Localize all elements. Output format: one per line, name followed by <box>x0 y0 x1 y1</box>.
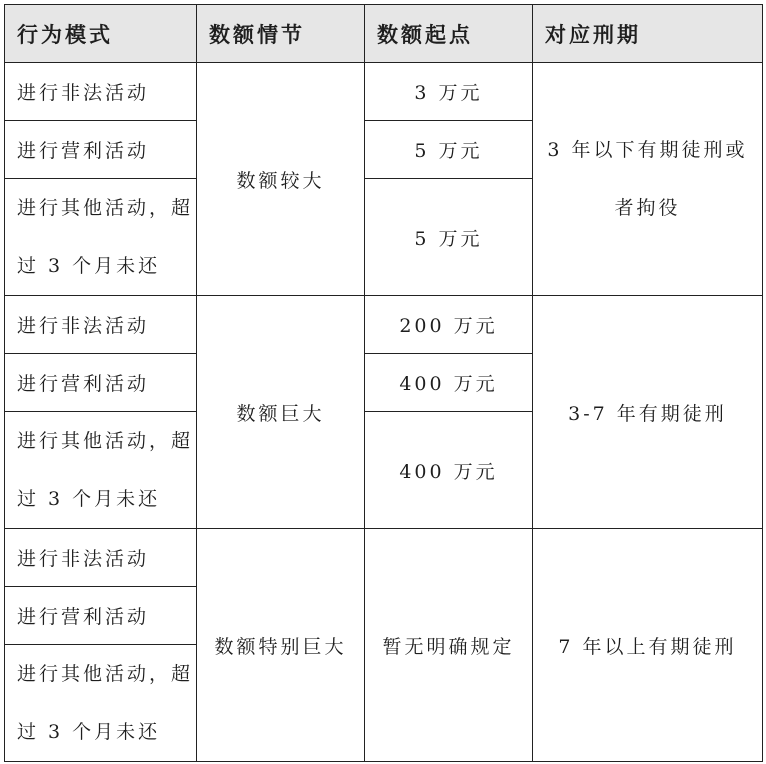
table-row <box>5 296 763 354</box>
table-row <box>5 63 763 121</box>
mode-cell: 进行营利活动 <box>5 354 197 412</box>
start-cell: 3 万元 <box>365 63 533 121</box>
start-cell: 400 万元 <box>365 354 533 412</box>
header-cell: 行为模式 <box>5 5 197 63</box>
sentencing-table <box>4 4 763 762</box>
header-cell: 数额起点 <box>365 5 533 63</box>
mode-cell: 进行非法活动 <box>5 63 197 121</box>
mode-cell: 进行其他活动，超过 3 个月未还 <box>5 645 197 762</box>
mode-cell: 进行其他活动，超过 3 个月未还 <box>5 179 197 296</box>
start-cell: 5 万元 <box>365 121 533 179</box>
term-cell: 7 年以上有期徒刑 <box>533 529 763 762</box>
mode-cell: 进行其他活动，超过 3 个月未还 <box>5 412 197 529</box>
table-row <box>5 529 763 587</box>
header-cell: 对应刑期 <box>533 5 763 63</box>
header-cell: 数额情节 <box>197 5 365 63</box>
start-cell: 200 万元 <box>365 296 533 354</box>
term-cell: 3-7 年有期徒刑 <box>533 296 763 529</box>
mode-cell: 进行营利活动 <box>5 587 197 645</box>
level-cell: 数额较大 <box>197 63 365 296</box>
mode-cell: 进行非法活动 <box>5 296 197 354</box>
level-cell: 数额巨大 <box>197 296 365 529</box>
start-cell: 暂无明确规定 <box>365 529 533 762</box>
start-cell: 400 万元 <box>365 412 533 529</box>
mode-cell: 进行营利活动 <box>5 121 197 179</box>
header-row <box>5 5 763 63</box>
start-cell: 5 万元 <box>365 179 533 296</box>
mode-cell: 进行非法活动 <box>5 529 197 587</box>
term-cell: 3 年以下有期徒刑或者拘役 <box>533 63 763 296</box>
level-cell: 数额特别巨大 <box>197 529 365 762</box>
